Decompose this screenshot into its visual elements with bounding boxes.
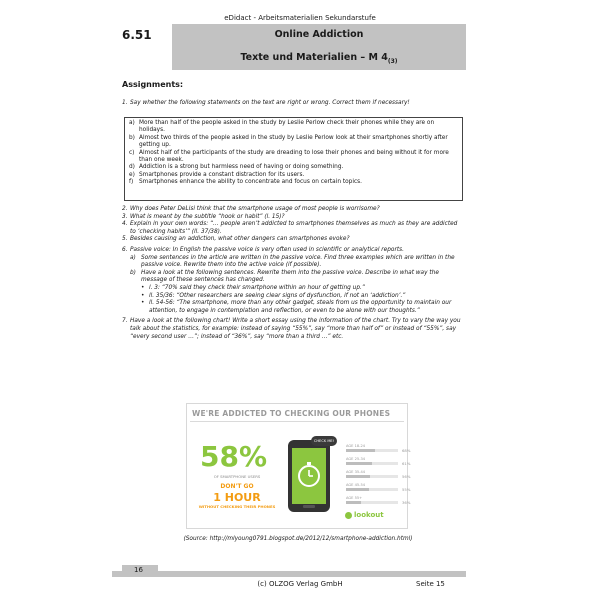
statement-item xyxy=(129,172,458,179)
age-bar xyxy=(346,449,375,452)
stopwatch-icon xyxy=(297,462,321,488)
question-4 xyxy=(122,221,462,236)
callout-line-3: WITHOUT CHECKING THEIR PHONES xyxy=(198,504,276,509)
footer-tab-number: 16 xyxy=(134,566,143,574)
question-number: 1. xyxy=(122,100,128,106)
bar-value-label: 56% xyxy=(402,474,411,479)
bar-value-label: 55% xyxy=(402,487,411,492)
question-number: 3. xyxy=(122,213,128,220)
statement-text: Smartphones provide a constant distraction for its users. xyxy=(139,171,305,178)
footer-page-number: Seite 15 xyxy=(416,580,445,588)
age-bar xyxy=(346,475,370,478)
statement-item xyxy=(129,164,458,171)
quote-bullet: • ll. 54-56: “The smartphone, more than any other gadget, steals from us the opportunity to maintain our attention, to engage in contemplation and reflection, or even to be alone with our thoughts.” xyxy=(141,300,462,315)
quote-bullet: • ll. 35/36: “Other researchers are seeing clear signs of dysfunction, if not an ‘addiction’.” xyxy=(141,293,462,301)
statement-item xyxy=(129,179,458,186)
subtitle-index: (3) xyxy=(387,57,398,65)
question-number: 4. xyxy=(122,221,128,228)
statement-letter: b) xyxy=(129,134,135,141)
age-label: AGE 45-54 xyxy=(346,483,366,487)
question-text: Besides causing an addiction, what other dangers can smartphones evoke? xyxy=(130,236,350,243)
statement-text: Almost half of the participants of the study are dreading to lose their phones and being without it for more than one week. xyxy=(139,149,449,164)
statement-item xyxy=(129,150,458,165)
question-number: 2. xyxy=(122,206,128,212)
material-subtitle xyxy=(172,52,466,65)
question-text: Explain in your own words: “… people aren’t addicted to smartphones themselves as much as they are addicted to ‘checking habits’” (ll. 37/38). xyxy=(130,221,458,235)
quote-bullet: • l. 3: “70% said they check their smartphone within an hour of getting up.” xyxy=(141,285,462,293)
statement-letter: d) xyxy=(129,164,135,171)
age-label: AGE 55+ xyxy=(346,496,363,500)
question-5 xyxy=(122,236,462,244)
statement-letter: f) xyxy=(129,179,134,186)
callout-line-1: DON'T GO xyxy=(220,483,254,490)
lookout-logo-icon xyxy=(345,512,352,519)
publisher-line: eDidact - Arbeitsmaterialien Sekundarstufe xyxy=(224,14,376,22)
statement-letter: a) xyxy=(129,120,135,126)
age-bar xyxy=(346,462,372,465)
question-text: Have a look at the following chart! Write a short essay using the information of the chart. Try to vary the way you talk about the statistics, for example: instead of saying “55%”, say “more than half of” or instead of “55%”, say “every second user …”; instead of “36%”, say “more than a third …” etc. xyxy=(130,318,461,340)
question-number: 6. xyxy=(122,246,128,253)
subtask-a xyxy=(130,255,462,270)
statement-text: Addiction is a strong but harmless need of having or doing something. xyxy=(139,164,344,171)
statement-text: Smartphones enhance the ability to concentrate and focus on certain topics. xyxy=(139,179,363,186)
chart-source: (Source: http://mlyoung0791.blogspot.de/2012/12/smartphone-addiction.html) xyxy=(183,536,413,542)
question-6 xyxy=(122,247,462,315)
age-label: AGE 18-24 xyxy=(346,444,366,448)
headline-label: OF SMARTPHONE USERS xyxy=(213,474,261,479)
callout-line-2: 1 HOUR xyxy=(213,491,261,504)
statement-text: Almost two thirds of the people asked in the study by Leslie Perlow look at their smartphones shortly after getting up. xyxy=(139,134,448,149)
bar-value-label: 61% xyxy=(402,461,411,466)
statement-letter: c) xyxy=(129,149,135,156)
age-label: AGE 35-44 xyxy=(346,470,366,474)
subtask-b xyxy=(130,270,462,316)
question-text: Passive voice: In English the passive voice is very often used in scientific or analytical reports. xyxy=(130,246,404,253)
subtask-text: Have a look at the following sentences. Rewrite them into the passive voice. Describe in what way the message of these sentences has changed. xyxy=(141,269,439,284)
footer-publisher: (c) OLZOG Verlag GmbH xyxy=(257,580,343,588)
question-7 xyxy=(122,318,462,341)
statement-text: More than half of the people asked in the study by Leslie Perlow check their phones while they are on holidays. xyxy=(139,120,435,134)
age-bar xyxy=(346,488,369,491)
question-1 xyxy=(122,100,466,108)
unit-number: 6.51 xyxy=(122,28,152,42)
question-text: What is meant by the subtitle “hook or habit” (l. 15)? xyxy=(130,213,285,220)
question-number: 5. xyxy=(122,236,128,243)
chart-title: WE'RE ADDICTED TO CHECKING OUR PHONES xyxy=(192,409,391,418)
check-me-bubble: CHECK ME! xyxy=(311,436,337,446)
question-3 xyxy=(122,214,462,222)
question-text: Say whether the following statements on the text are right or wrong. Correct them if necessary! xyxy=(130,100,410,106)
footer-band xyxy=(112,571,466,577)
age-label: AGE 25-34 xyxy=(346,457,366,461)
statement-letter: e) xyxy=(129,171,135,178)
statements-box xyxy=(124,117,463,201)
subtitle-text: Texte und Materialien – M 4 xyxy=(240,52,388,63)
subtask-label: a) xyxy=(130,254,136,261)
headline-percentage: 58% xyxy=(200,440,268,473)
bar-value-label: 68% xyxy=(402,448,411,453)
question-list xyxy=(122,206,462,341)
subtask-label: b) xyxy=(130,269,136,276)
phone-home-button xyxy=(303,505,315,508)
question-2 xyxy=(122,206,462,214)
question-number: 7. xyxy=(122,318,128,325)
bar-value-label: 36% xyxy=(402,500,411,505)
age-bar xyxy=(346,501,361,504)
unit-title: Online Addiction xyxy=(274,29,364,40)
assignments-heading: Assignments: xyxy=(122,80,184,89)
statement-item xyxy=(129,135,458,150)
question-text: Why does Peter DeLisi think that the smartphone usage of most people is worrisome? xyxy=(130,206,380,212)
subtask-text: Some sentences in the article are written in the passive voice. Find three examples which are written in the passive voice. Rewrite them into the active voice (if possible). xyxy=(141,254,455,269)
chart-title-rule xyxy=(190,421,404,422)
lookout-logo: lookout xyxy=(354,511,384,519)
statement-item xyxy=(129,120,458,135)
